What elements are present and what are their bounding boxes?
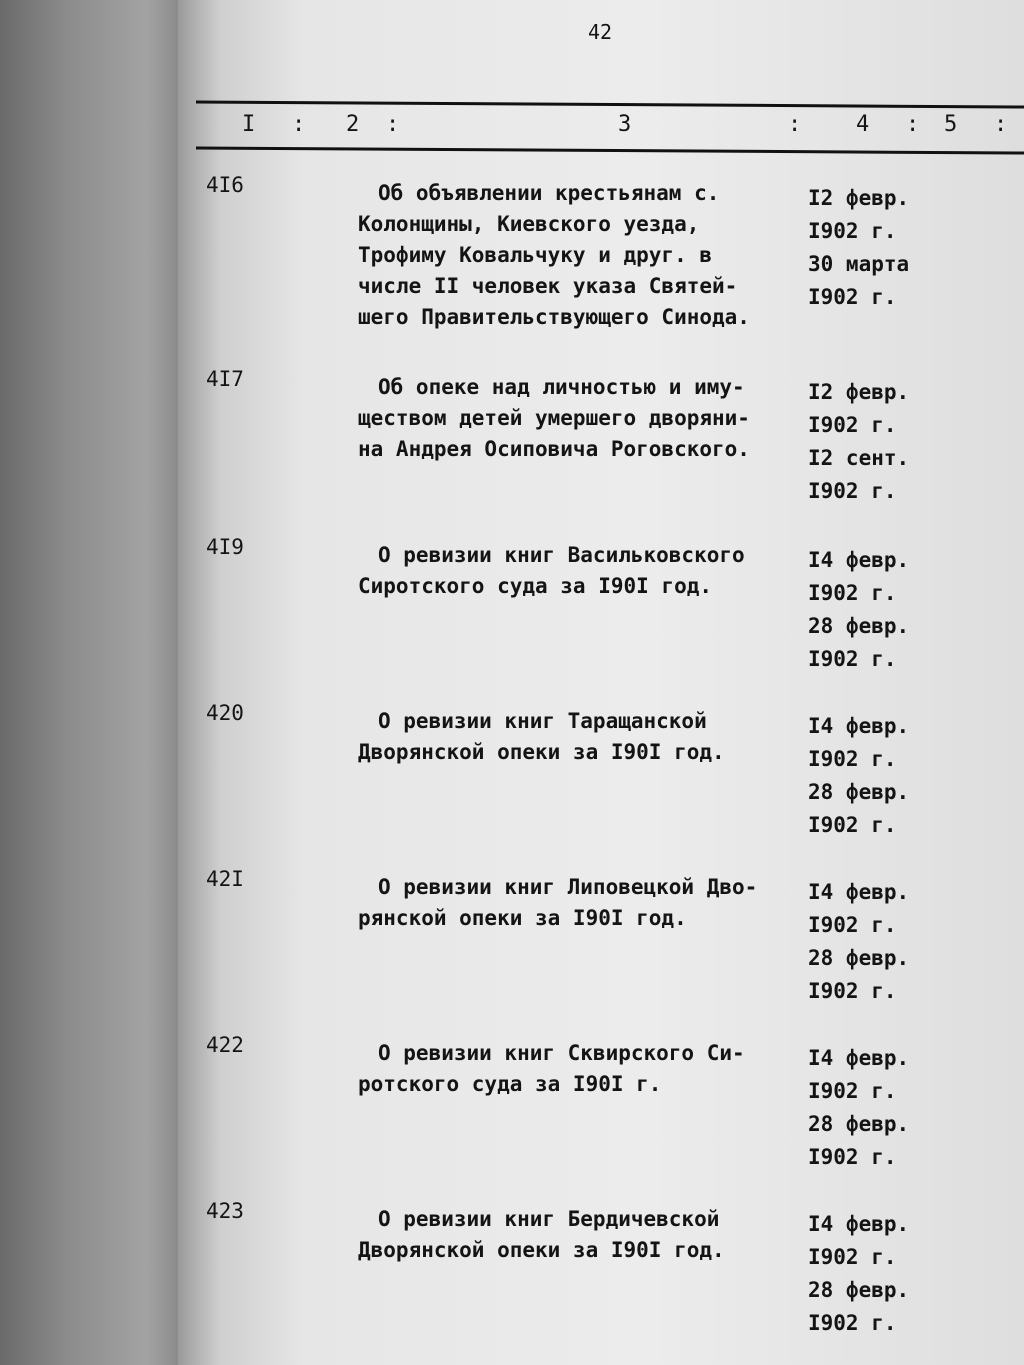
date-line: I2 сент.	[808, 446, 910, 470]
date-line: I902 г.	[808, 979, 897, 1003]
header-col-1: I	[242, 112, 258, 137]
entry-dates	[808, 876, 909, 1008]
description-line: числе II человек указа Святей-	[358, 274, 738, 298]
header-separator: :	[292, 112, 308, 137]
description-line: Дворянской опеки за I90I год.	[358, 740, 725, 764]
date-line: 28 февр.	[808, 614, 910, 638]
description-line: О ревизии книг Липовецкой Дво-	[378, 875, 758, 899]
date-line: I4 февр.	[808, 1046, 910, 1070]
entry-dates	[808, 1208, 909, 1340]
entry-description	[358, 872, 758, 934]
entry-number: 4I6	[206, 173, 244, 197]
date-line: I902 г.	[808, 913, 897, 937]
date-line: I902 г.	[808, 413, 897, 437]
document-page	[178, 0, 1024, 1365]
page-number: 42	[588, 20, 613, 44]
date-line: 28 февр.	[808, 946, 910, 970]
date-line: I4 февр.	[808, 880, 910, 904]
date-line: I2 февр.	[808, 380, 910, 404]
header-col-2: 2	[346, 112, 362, 137]
date-line: I902 г.	[808, 1245, 897, 1269]
description-line: рянской опеки за I90I год.	[358, 906, 687, 930]
header-rule-bottom	[196, 146, 1024, 154]
description-line: Об объявлении крестьянам с.	[378, 181, 720, 205]
entry-dates	[808, 544, 909, 676]
description-line: О ревизии книг Бердичевской	[378, 1207, 720, 1231]
description-line: Сиротского суда за I90I год.	[358, 574, 713, 598]
description-line: О ревизии книг Васильковского	[378, 543, 745, 567]
date-line: I902 г.	[808, 647, 897, 671]
date-line: 28 февр.	[808, 780, 910, 804]
entry-number: 4I9	[206, 535, 244, 559]
date-line: I902 г.	[808, 1311, 897, 1335]
description-line: на Андрея Осиповича Роговского.	[358, 437, 750, 461]
entry-description	[358, 706, 725, 768]
entry-description	[358, 1204, 725, 1266]
entry-number: 422	[206, 1033, 244, 1057]
date-line: I902 г.	[808, 747, 897, 771]
date-line: I902 г.	[808, 479, 897, 503]
date-line: I4 февр.	[808, 1212, 910, 1236]
date-line: 30 марта	[808, 252, 910, 276]
description-line: шего Правительствующего Синода.	[358, 305, 750, 329]
header-separator: :	[906, 112, 922, 137]
date-line: I902 г.	[808, 219, 897, 243]
date-line: 28 февр.	[808, 1278, 910, 1302]
date-line: I4 февр.	[808, 714, 910, 738]
entry-dates	[808, 376, 909, 508]
entry-description	[358, 372, 750, 465]
header-separator: :	[788, 112, 804, 137]
date-line: 28 февр.	[808, 1112, 910, 1136]
date-line: I902 г.	[808, 581, 897, 605]
date-line: I902 г.	[808, 285, 897, 309]
description-line: ротского суда за I90I г.	[358, 1072, 662, 1096]
description-line: О ревизии книг Таращанской	[378, 709, 707, 733]
description-line: Колонщины, Киевского уезда,	[358, 212, 700, 236]
entry-dates	[808, 1042, 909, 1174]
entry-description	[358, 1038, 745, 1100]
header-col-3: 3	[618, 112, 634, 137]
date-line: I2 февр.	[808, 186, 910, 210]
header-col-5: 5	[944, 112, 960, 137]
description-line: Дворянской опеки за I90I год.	[358, 1238, 725, 1262]
entry-number: 420	[206, 701, 244, 725]
entry-number: 42I	[206, 867, 244, 891]
header-separator: :	[386, 112, 402, 137]
date-line: I902 г.	[808, 1145, 897, 1169]
entry-dates	[808, 710, 909, 842]
date-line: I902 г.	[808, 1079, 897, 1103]
entry-number: 423	[206, 1199, 244, 1223]
description-line: О ревизии книг Сквирского Си-	[378, 1041, 745, 1065]
entry-description	[358, 540, 745, 602]
description-line: Трофиму Ковальчуку и друг. в	[358, 243, 713, 267]
header-separator: :	[994, 112, 1010, 137]
header-rule-top	[196, 100, 1024, 108]
date-line: I4 февр.	[808, 548, 910, 572]
description-line: ществом детей умершего дворяни-	[358, 406, 750, 430]
entry-number: 4I7	[206, 367, 244, 391]
date-line: I902 г.	[808, 813, 897, 837]
description-line: Об опеке над личностью и иму-	[378, 375, 745, 399]
entry-description	[358, 178, 750, 333]
previous-page-edge	[0, 0, 195, 1365]
header-col-4: 4	[856, 112, 872, 137]
entry-dates	[808, 182, 909, 314]
